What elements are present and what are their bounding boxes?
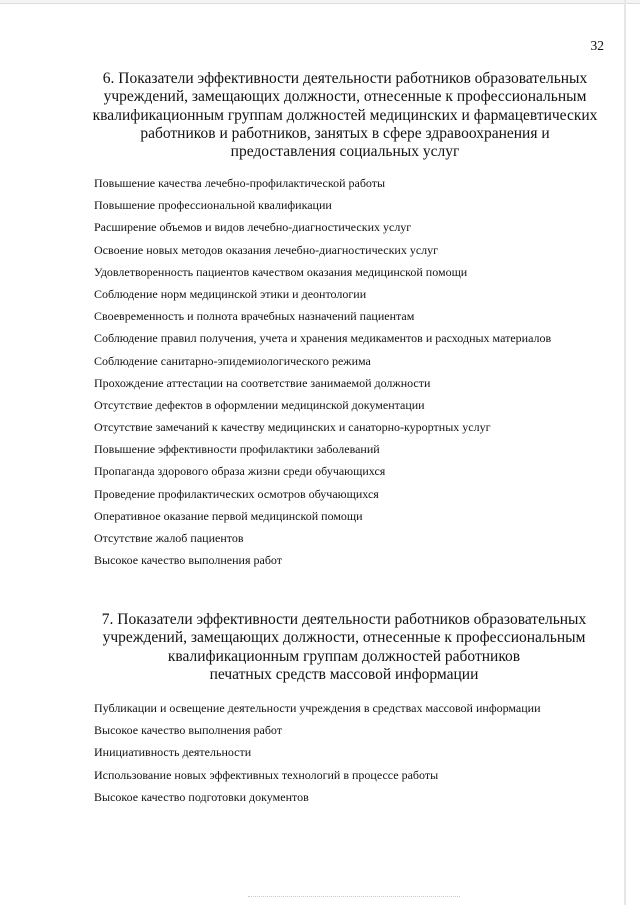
indicator-item: Публикации и освещение деятельности учреждения в средствах массовой информации <box>94 701 541 715</box>
section-6-heading-line: квалификационным группам должностей медицинских и фармацевтических <box>92 106 598 124</box>
indicator-item: Отсутствие дефектов в оформлении медицинской документации <box>94 397 425 412</box>
indicator-item: Соблюдение санитарно-эпидемиологического режима <box>94 353 371 368</box>
section-7-heading-line: печатных средств массовой информации <box>209 665 479 683</box>
indicator-item: Соблюдение норм медицинской этики и деонтологии <box>94 286 367 301</box>
section-6-heading-line: предоставления социальных услуг <box>230 143 460 161</box>
indicator-item: Проведение профилактических осмотров обучающихся <box>94 486 379 501</box>
indicator-item: Повышение эффективности профилактики заболеваний <box>94 442 380 457</box>
indicator-item: Соблюдение правил получения, учета и хранения медикаментов и расходных материалов <box>94 331 552 346</box>
section-7-heading-line: учреждений, замещающих должности, отнесенные к профессиональным <box>102 629 586 647</box>
section-7-heading-line: 7. Показатели эффективности деятельности работников образовательных <box>101 611 587 628</box>
indicator-item: Повышение профессиональной квалификации <box>94 198 332 213</box>
indicator-item: Отсутствие жалоб пациентов <box>94 531 244 545</box>
indicator-item: Повышение качества лечебно-профилактической работы <box>94 176 386 190</box>
section-6-heading-line: учреждений, замещающих должности, отнесенные к профессиональным <box>103 88 587 106</box>
indicator-item: Удовлетворенность пациентов качеством оказания медицинской помощи <box>94 264 468 279</box>
indicator-item: Пропаганда здорового образа жизни среди обучающихся <box>94 464 386 479</box>
scan-right-edge <box>624 0 626 905</box>
scan-top-edge <box>0 0 640 4</box>
indicator-item: Высокое качество выполнения работ <box>94 723 283 738</box>
indicator-item: Своевременность и полнота врачебных назначений пациентам <box>94 309 415 324</box>
section-7-indicator-list <box>94 697 541 808</box>
indicator-item: Прохождение аттестации на соответствие занимаемой должности <box>94 375 431 390</box>
page-number: 32 <box>590 38 604 53</box>
section-7-heading <box>84 611 604 684</box>
indicator-item: Высокое качество подготовки документов <box>94 789 309 804</box>
indicator-item: Оперативное оказание первой медицинской помощи <box>94 508 363 523</box>
indicator-item: Отсутствие замечаний к качеству медицинских и санаторно-курортных услуг <box>94 420 491 435</box>
section-6-indicator-list <box>94 172 551 571</box>
section-6-heading-line: 6. Показатели эффективности деятельности работников образовательных <box>102 70 588 87</box>
section-6-heading <box>80 70 610 161</box>
indicator-item: Высокое качество выполнения работ <box>94 553 283 568</box>
scan-bottom-mark <box>248 896 460 898</box>
section-6-heading-line: работников и работников, занятых в сфере здравоохранения и <box>140 124 550 142</box>
indicator-item: Инициативность деятельности <box>94 745 252 760</box>
indicator-item: Расширение объемов и видов лечебно-диагностических услуг <box>94 220 412 235</box>
section-7-heading-line: квалификационным группам должностей работников <box>167 647 521 665</box>
indicator-item: Использование новых эффективных технологий в процессе работы <box>94 767 439 782</box>
indicator-item: Освоение новых методов оказания лечебно-диагностических услуг <box>94 242 439 257</box>
